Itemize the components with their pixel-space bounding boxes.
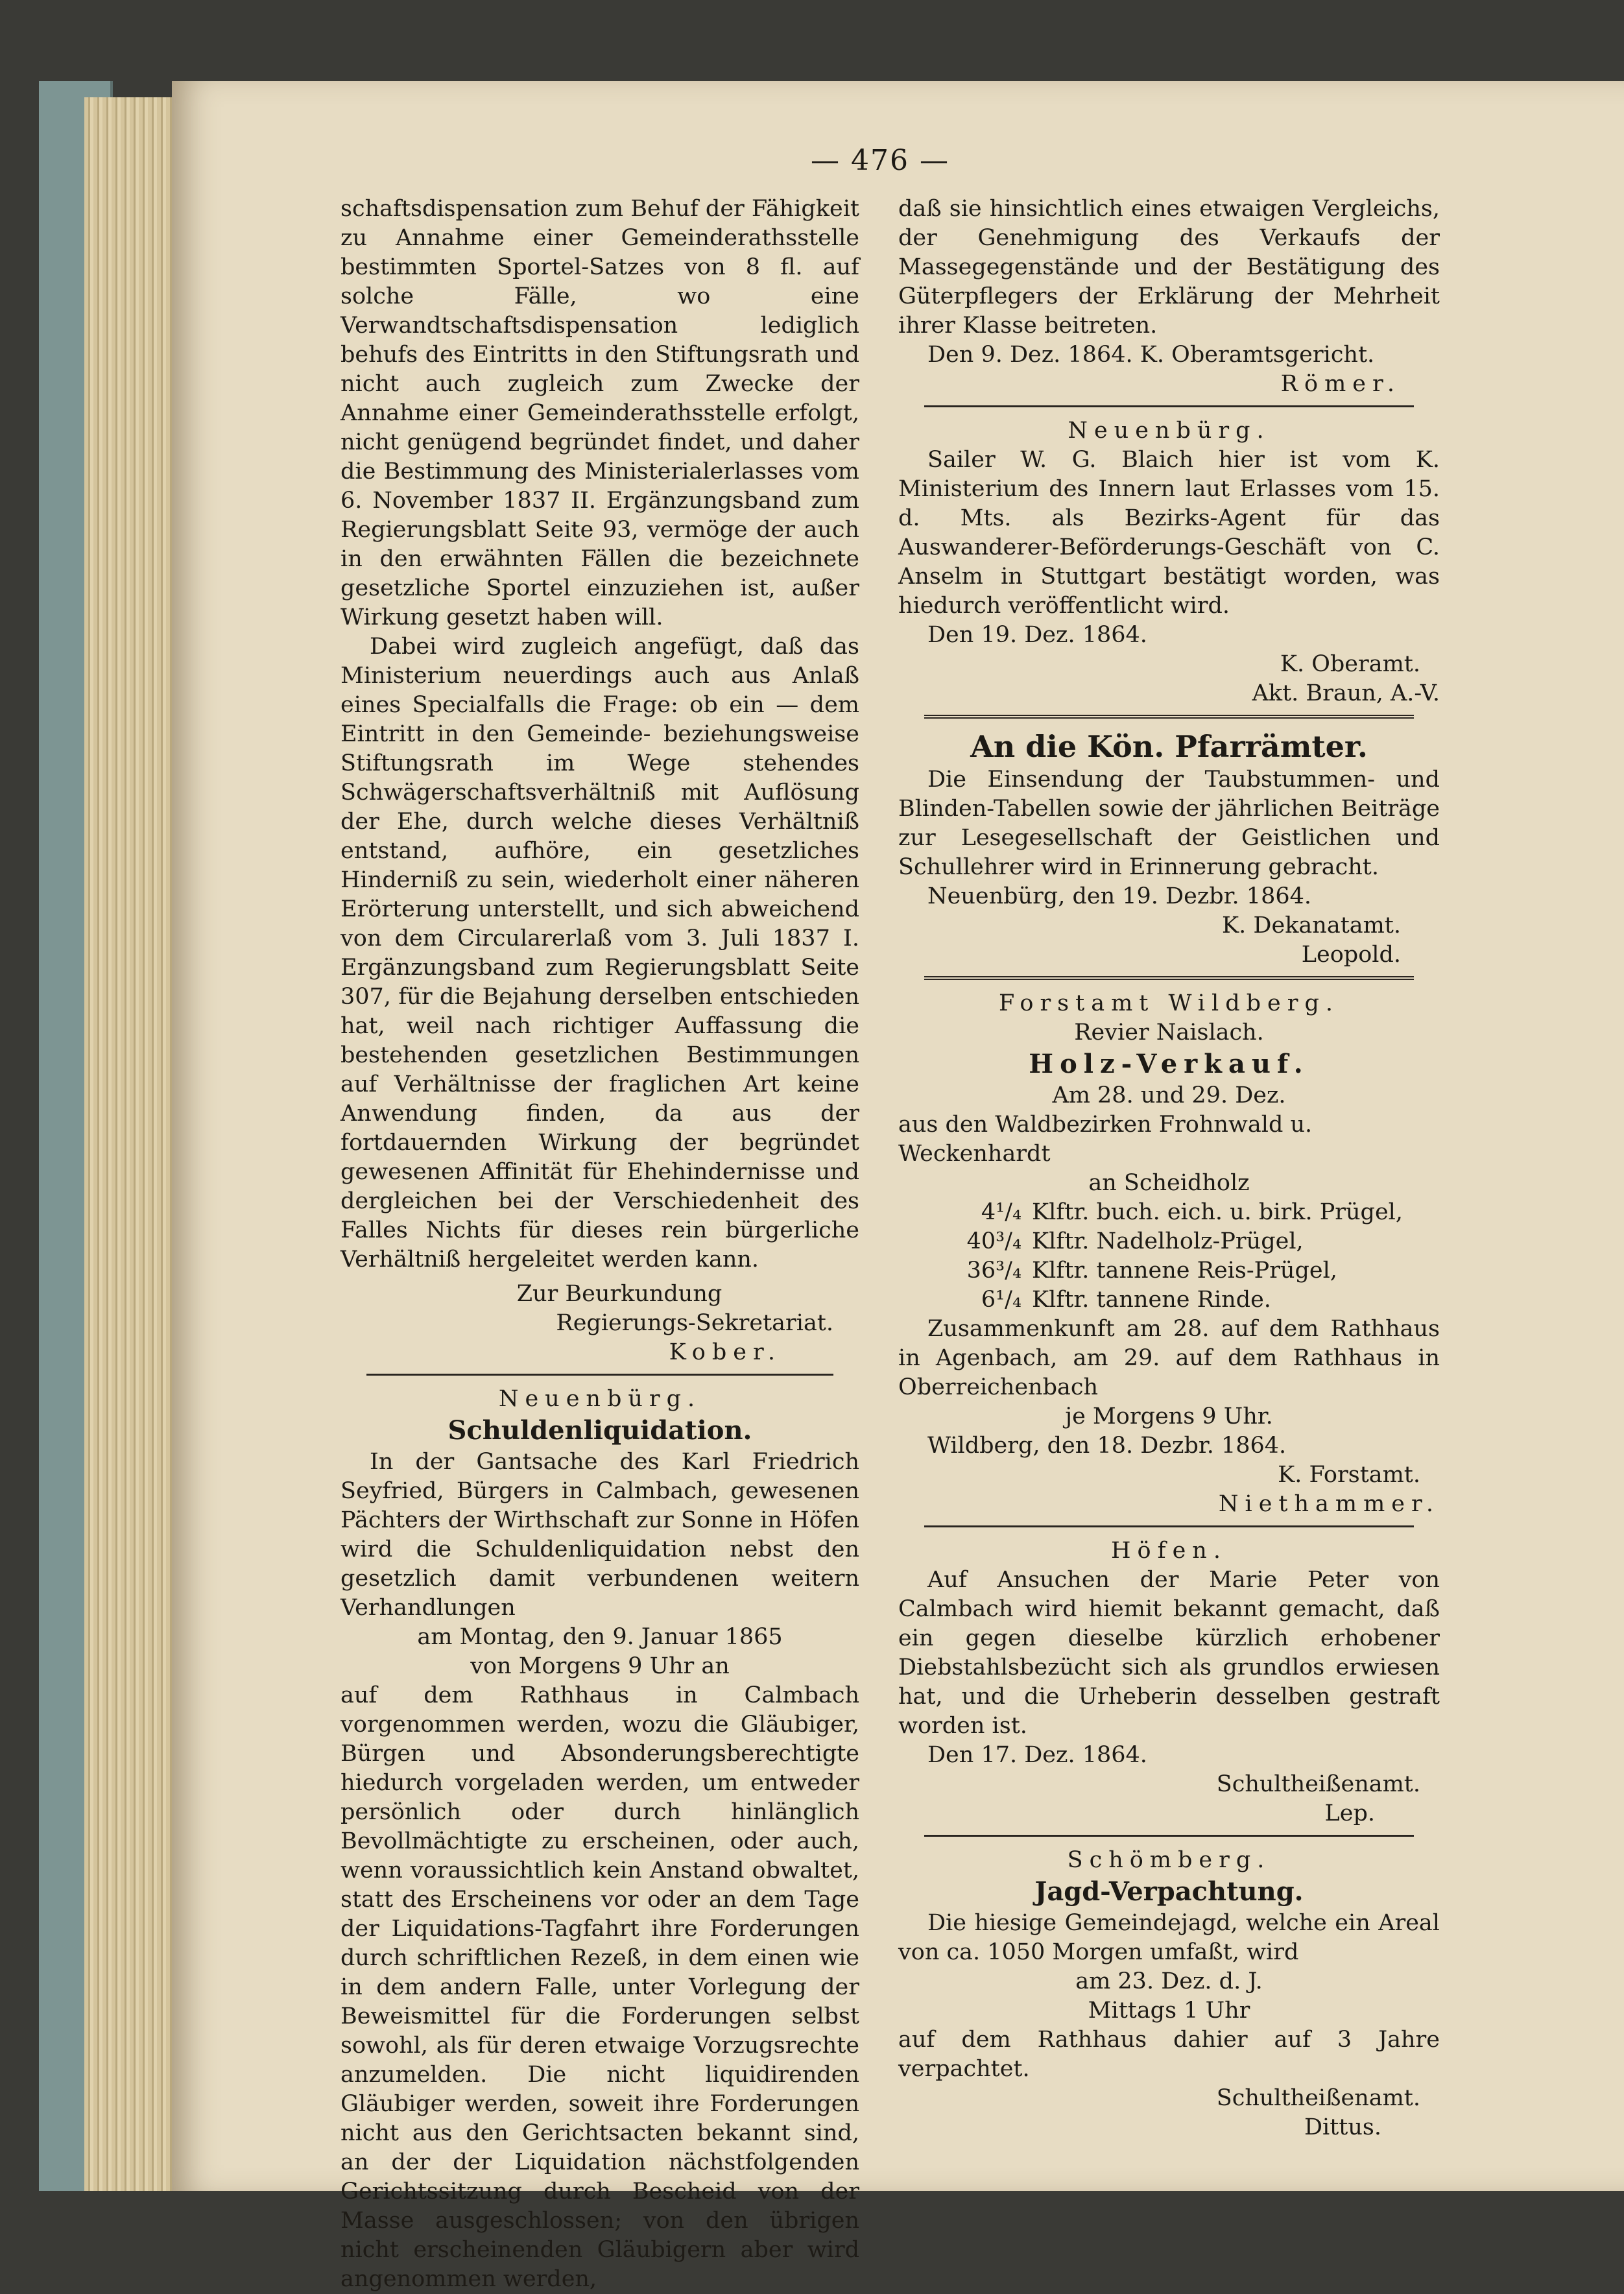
date-line: am Montag, den 9. Januar 1865 bbox=[417, 1624, 783, 1650]
left-column bbox=[340, 195, 859, 2294]
date-line: am 23. Dez. d. J. bbox=[1075, 1968, 1263, 1994]
signature-line: Schultheißenamt. bbox=[1216, 2085, 1420, 2111]
paragraph: daß sie hinsichtlich eines etwaigen Vergleichs, der Genehmigung des Verkaufs der Massegegenstände und der Bestätigung des Güterpflegers der Erklärung der Mehrheit ihrer Klasse beitreten. bbox=[898, 196, 1440, 339]
divider bbox=[924, 1525, 1414, 1527]
divider bbox=[924, 715, 1414, 719]
notice-heading: Forstamt Wildberg. bbox=[999, 990, 1339, 1016]
paragraph: Die Einsendung der Taubstummen- und Blinden-Tabellen sowie der jährlichen Beiträge zur Lesegesellschaft der Geistlichen und Schullehrer wird in Erinnerung gebracht. bbox=[898, 767, 1440, 880]
paragraph: Die hiesige Gemeindejagd, welche ein Areal von ca. 1050 Morgen umfaßt, wird bbox=[898, 1910, 1440, 1965]
date-line: Den 17. Dez. 1864. bbox=[927, 1742, 1147, 1768]
paragraph: auf dem Rathhaus dahier auf 3 Jahre verpachtet. bbox=[898, 2027, 1440, 2082]
signature-name: Niethammer. bbox=[1218, 1491, 1440, 1517]
notice-place: Neuenbürg. bbox=[498, 1386, 702, 1412]
notice-title: Holz-Verkauf. bbox=[1029, 1049, 1309, 1079]
page-stack-edges bbox=[84, 97, 182, 2191]
divider bbox=[924, 405, 1414, 407]
paragraph: Sailer W. G. Blaich hier ist vom K. Ministerium des Innern laut Erlasses vom 15. d. Mts. als Bezirks-Agent für das Auswanderer-Beförderungs-Geschäft von C. Anselm in Stuttgart bestätigt worden, was hiedurch veröffentlicht wird. bbox=[898, 447, 1440, 619]
notice-place: Höfen. bbox=[1111, 1538, 1227, 1564]
right-column bbox=[898, 195, 1440, 2142]
signature-line: Schultheißenamt. bbox=[1216, 1771, 1420, 1797]
signature-name: Leopold. bbox=[1301, 942, 1401, 968]
list-item: 4¹/₄ Klftr. buch. eich. u. birk. Prügel, bbox=[981, 1199, 1403, 1225]
signature-name: Römer. bbox=[1280, 371, 1401, 397]
time-line: je Morgens 9 Uhr. bbox=[1065, 1404, 1273, 1429]
divider bbox=[924, 1835, 1414, 1837]
signature-name: Lep. bbox=[1324, 1800, 1375, 1826]
notice-place: Schömberg. bbox=[1067, 1847, 1271, 1873]
divider bbox=[924, 976, 1414, 980]
signature-line: K. Oberamt. bbox=[1280, 651, 1420, 677]
signature-name: Akt. Braun, A.-V. bbox=[1252, 680, 1440, 706]
list-item: 40³/₄ Klftr. Nadelholz-Prügel, bbox=[966, 1228, 1304, 1254]
signature-name: Kober. bbox=[669, 1339, 782, 1365]
text-line: an Scheidholz bbox=[1088, 1170, 1250, 1196]
date-line: Neuenbürg, den 19. Dezbr. 1864. bbox=[927, 883, 1311, 909]
date-line: Den 19. Dez. 1864. bbox=[927, 622, 1147, 648]
paragraph: In der Gantsache des Karl Friedrich Seyfried, Bürgers in Calmbach, gewesenen Pächters der Wirthschaft zur Sonne in Höfen wird die Schuldenliquidation nebst den gesetzlich damit verbundenen weitern Verhandlungen bbox=[340, 1449, 859, 1621]
paragraph: schaftsdispensation zum Behuf der Fähigkeit zu Annahme einer Gemeinderathsstelle bestimmten Sportel-Satzes von 8 fl. auf solche Fälle, wo eine Verwandtschaftsdispensation lediglich behufs des Eintritts in den Stiftungsrath und nicht auch zugleich zum Zwecke der Annahme einer Gemeinderathsstelle erfolgt, nicht genügend begründet findet, und daher die Bestimmung des Ministerialerlasses vom 6. November 1837 II. Ergänzungsband zum Regierungsblatt Seite 93, vermöge der auch in den erwähnten Fällen die bezeichnete gesetzliche Sportel einzuziehen ist, außer Wirkung gesetzt haben will. bbox=[340, 196, 859, 630]
signature-line: Zur Beurkundung bbox=[516, 1281, 722, 1307]
notice-subheading: Revier Naislach. bbox=[1074, 1020, 1264, 1045]
text-line: aus den Waldbezirken Frohnwald u. Weckenhardt bbox=[898, 1112, 1313, 1167]
page-number: — 476 — bbox=[811, 144, 949, 177]
notice-title: An die Kön. Pfarrämter. bbox=[970, 729, 1368, 764]
paragraph: auf dem Rathhaus in Calmbach vorgenommen werden, wozu die Gläubiger, Bürgen und Absonderungsberechtigte hiedurch vorgeladen werden, um entweder persönlich oder durch hinlänglich Bevollmächtigte zu erscheinen, oder auch, wenn voraussichtlich kein Anstand obwaltet, statt des Erscheinens vor oder an dem Tage der Liquidations-Tagfahrt ihre Forderungen durch schriftlichen Rezeß, in dem einen wie in dem andern Falle, unter Vorlegung der Beweismittel für die Forderungen selbst sowohl, als für deren etwaige Vorzugsrechte anzumelden. Die nicht liquidirenden Gläubiger werden, soweit ihre Forderungen nicht aus den Gerichtsacten bekannt sind, an der der Liquidation nächstfolgenden Gerichtssitzung durch Bescheid von der Masse ausgeschlossen; von den übrigen nicht erscheinenden Gläubigern aber wird angenommen werden, bbox=[340, 1682, 859, 2292]
date-line: Am 28. und 29. Dez. bbox=[1052, 1082, 1286, 1108]
date-line: Den 9. Dez. 1864. K. Oberamtsgericht. bbox=[927, 342, 1375, 368]
signature-name: Dittus. bbox=[1304, 2114, 1381, 2140]
date-line: Wildberg, den 18. Dezbr. 1864. bbox=[927, 1433, 1287, 1459]
list-item: 6¹/₄ Klftr. tannene Rinde. bbox=[981, 1287, 1271, 1313]
divider bbox=[366, 1374, 833, 1376]
time-line: von Morgens 9 Uhr an bbox=[470, 1653, 730, 1679]
signature-line: Regierungs-Sekretariat. bbox=[556, 1310, 833, 1336]
paragraph: Zusammenkunft am 28. auf dem Rathhaus in Agenbach, am 29. auf dem Rathhaus in Oberreichenbach bbox=[898, 1316, 1440, 1400]
notice-title: Jagd-Verpachtung. bbox=[1034, 1876, 1304, 1907]
list-item: 36³/₄ Klftr. tannene Reis-Prügel, bbox=[966, 1258, 1337, 1284]
paragraph: Auf Ansuchen der Marie Peter von Calmbach wird hiemit bekannt gemacht, daß ein gegen dieselbe kürzlich erhobener Diebstahlsbezücht sich als grundlos erwiesen hat, und die Urheberin desselben gestraft worden ist. bbox=[898, 1567, 1440, 1739]
time-line: Mittags 1 Uhr bbox=[1088, 1998, 1250, 2024]
item-list bbox=[898, 1198, 1440, 1315]
notice-title: Schuldenliquidation. bbox=[448, 1415, 752, 1446]
paragraph: Dabei wird zugleich angefügt, daß das Ministerium neuerdings auch aus Anlaß eines Specialfalls die Frage: ob ein — dem Eintritt in den Gemeinde- beziehungsweise Stiftungsrath im Wege stehendes Schwägerschaftsverhältniß mit Auflösung der Ehe, durch welche dieses Verhältniß entstand, aufhöre, ein gesetzliches Hinderniß zu sein, wiederholt einer näheren Erörterung unterstellt, und sich abweichend von dem Circularerlaß vom 3. Juli 1837 I. Ergänzungsband zum Regierungsblatt Seite 307, für die Bejahung derselben entschieden hat, weil nach richtiger Auffassung die bestehenden gesetzlichen Bestimmungen auf Verhältnisse der fraglichen Art keine Anwendung finden, da aus der fortdauernden Wirkung der begründet gewesenen Affinität für Ehehindernisse und dergleichen bei der Verschiedenheit des Falles Nichts für dieses rein bürgerliche Verhältniß hergeleitet werden kann. bbox=[340, 634, 859, 1272]
notice-place: Neuenbürg. bbox=[1068, 418, 1271, 444]
signature-line: K. Dekanatamt. bbox=[1222, 913, 1401, 938]
signature-line: K. Forstamt. bbox=[1278, 1462, 1420, 1488]
